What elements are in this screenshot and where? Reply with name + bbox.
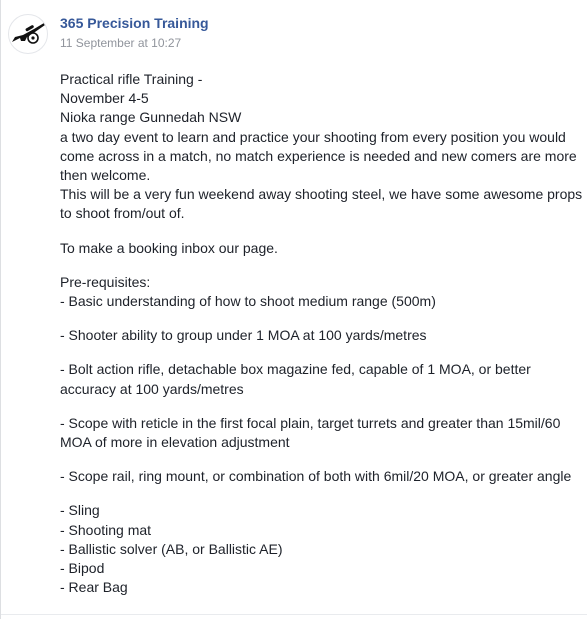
post-timestamp[interactable]: 11 September at 10:27 [60,36,182,50]
rifle-logo-icon [9,15,47,53]
post-paragraph: - Sling - Shooting mat - Ballistic solver (AB, or Ballistic AE) - Bipod - Rear Bag [60,502,283,596]
post-paragraph: - Bolt action rifle, detachable box magazine fed, capable of 1 MOA, or better accuracy at 100 yards/metres [60,361,531,397]
post-paragraph: - Scope rail, ring mount, or combination of both with 6mil/20 MOA, or greater angle [60,468,572,485]
post-body [60,70,584,612]
page-avatar[interactable] [8,14,48,54]
post-paragraph: - Shooter ability to group under 1 MOA at 100 yards/metres [60,327,427,344]
post-paragraph: - Scope with reticle in the first focal plain, target turrets and greater than 15mil/60 MOA of more in elevation adjustment [60,414,561,451]
post-paragraph: To make a booking inbox our page. [60,239,278,256]
post-paragraph: Pre-requisites: - Basic understanding of how to shoot medium range (500m) [60,273,436,310]
post-paragraph: Practical rifle Training - November 4-5 Nioka range Gunnedah NSW a two day event to learn and practice your shooting from every position you would come across in a match, no match experience is needed and new comers are more then welcome. This will be a very fun weekend away shooting steel, we have some awesome props to shoot from/out of. [60,71,583,222]
post-author[interactable]: 365 Precision Training [60,15,209,31]
post-divider [1,614,587,615]
